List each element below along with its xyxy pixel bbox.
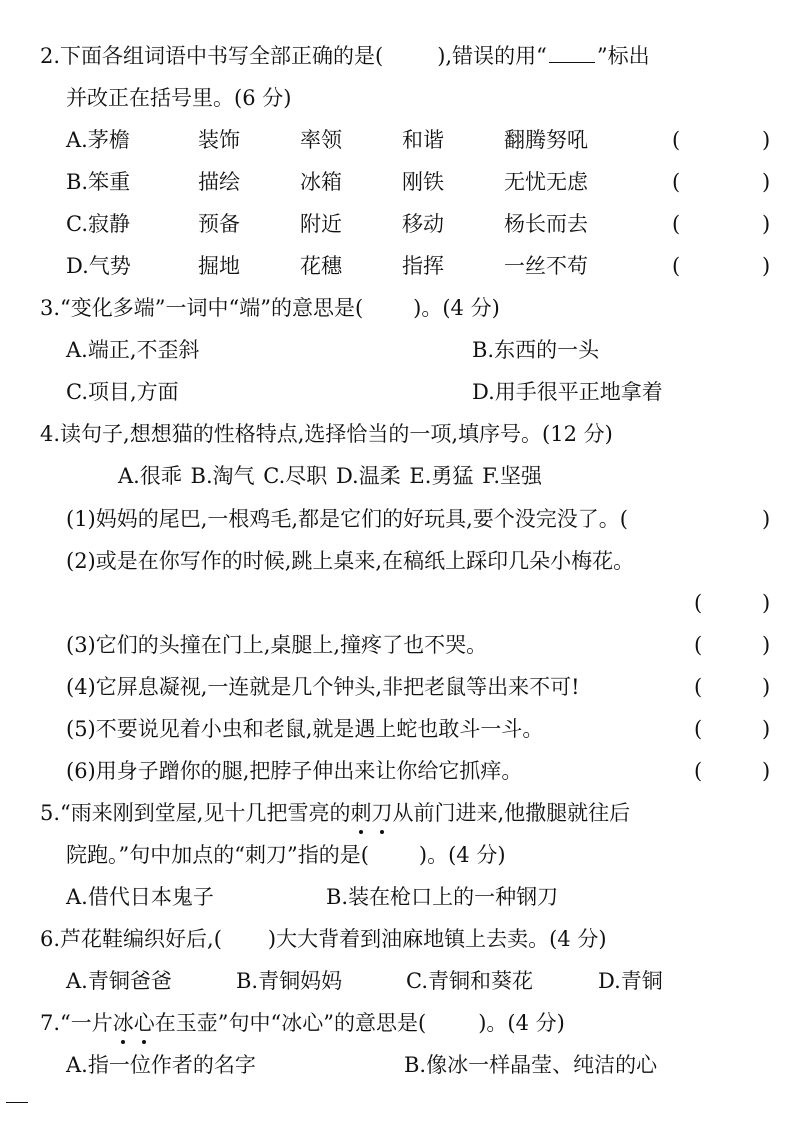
q4-item-4: (4)它屏息凝视,一连就是几个钟头,非把老鼠等出来不可! bbox=[66, 675, 580, 699]
q4-item-5-paren-open[interactable]: ( bbox=[694, 717, 703, 741]
q2-row-d-word2: 掘地 bbox=[198, 254, 240, 278]
q6-stem-part1: 6.芦花鞋编织好后,( bbox=[40, 927, 222, 951]
q2-row-a-word3: 率领 bbox=[300, 128, 342, 152]
q7-option-b: B.像冰一样晶莹、纯洁的心 bbox=[404, 1053, 658, 1077]
q2-row-a-word2: 装饰 bbox=[198, 128, 240, 152]
q2-stem bbox=[40, 42, 650, 70]
q2-row-a-word4: 和谐 bbox=[402, 128, 444, 152]
q2-stem-line2: 并改正在括号里。(6 分) bbox=[66, 86, 292, 110]
q2-stem-part2: ),错误的用“ bbox=[437, 44, 547, 68]
q2-row-a-word1: A.茅檐 bbox=[66, 128, 130, 152]
q2-row-c-word3: 附近 bbox=[300, 212, 342, 236]
q6-option-a: A.青铜爸爸 bbox=[66, 969, 172, 993]
q4-item-4-paren-open[interactable]: ( bbox=[694, 675, 703, 699]
q4-item-6-paren-open[interactable]: ( bbox=[694, 759, 703, 783]
q4-item-4-paren-close: ) bbox=[762, 675, 771, 699]
q2-row-c-word5: 杨长而去 bbox=[504, 212, 588, 236]
q2-row-b-word3: 冰箱 bbox=[300, 170, 342, 194]
q6-stem bbox=[40, 925, 607, 953]
q2-row-d-word5: 一丝不苟 bbox=[504, 254, 588, 278]
q5-dotted-char-1: 刺 bbox=[350, 801, 372, 825]
q2-stem-part3: ”标出 bbox=[596, 44, 650, 68]
q2-row-b-paren-open[interactable]: ( bbox=[672, 170, 681, 194]
page-corner-mark bbox=[6, 1102, 28, 1103]
q7-dotted-char-1: 冰 bbox=[112, 1011, 134, 1035]
q4-item-5-paren-close: ) bbox=[762, 717, 771, 741]
q6-stem-part2: )大大背着到油麻地镇上去卖。(4 分) bbox=[267, 927, 607, 951]
q7-option-a: A.指一位作者的名字 bbox=[66, 1053, 256, 1077]
q4-item-2-paren-open[interactable]: ( bbox=[694, 591, 703, 615]
q2-row-c-paren-close: ) bbox=[762, 212, 771, 236]
q3-option-d: D.用手很平正地拿着 bbox=[472, 380, 663, 404]
q4-item-3: (3)它们的头撞在门上,桌腿上,撞疼了也不哭。 bbox=[66, 633, 488, 657]
q4-item-6-paren-close: ) bbox=[762, 759, 771, 783]
q2-stem-part1: 2.下面各组词语中书写全部正确的是( bbox=[40, 44, 384, 68]
q5-option-a: A.借代日本鬼子 bbox=[66, 885, 214, 909]
q4-choice-list: A.很乖 B.淘气 C.尽职 D.温柔 E.勇猛 F.坚强 bbox=[118, 464, 543, 488]
q7-stem bbox=[40, 1009, 565, 1037]
q3-stem-part2: )。(4 分) bbox=[413, 296, 500, 320]
q2-underline-sample bbox=[549, 44, 595, 63]
q4-item-2-paren-close: ) bbox=[762, 591, 771, 615]
q2-row-c-word2: 预备 bbox=[198, 212, 240, 236]
q2-row-d-paren-open[interactable]: ( bbox=[672, 254, 681, 278]
q3-stem-part1: 3.“变化多端”一词中“端”的意思是( bbox=[40, 296, 364, 320]
q3-option-c: C.项目,方面 bbox=[66, 380, 179, 404]
q3-stem bbox=[40, 294, 500, 322]
q6-option-c: C.青铜和葵花 bbox=[406, 969, 533, 993]
q7-stem-part1: 7.“一片 bbox=[40, 1011, 113, 1035]
q7-stem-part3: )。(4 分) bbox=[478, 1011, 565, 1035]
q4-item-6: (6)用身子蹭你的腿,把脖子伸出来让你给它抓痒。 bbox=[66, 759, 523, 783]
q5-stem-line2 bbox=[66, 841, 506, 869]
q6-option-b: B.青铜妈妈 bbox=[236, 969, 343, 993]
q4-item-2: (2)或是在你写作的时候,跳上桌来,在稿纸上踩印几朵小梅花。 bbox=[66, 549, 635, 573]
q3-option-a: A.端正,不歪斜 bbox=[66, 338, 200, 362]
q2-row-b-word1: B.笨重 bbox=[66, 170, 131, 194]
q7-dotted-char-2: 心 bbox=[133, 1011, 155, 1035]
q2-row-c-word1: C.寂静 bbox=[66, 212, 130, 236]
q6-option-d: D.青铜 bbox=[598, 969, 663, 993]
q4-stem: 4.读句子,想想猫的性格特点,选择恰当的一项,填序号。(12 分) bbox=[40, 422, 613, 446]
q2-row-b-word2: 描绘 bbox=[198, 170, 240, 194]
q4-item-3-paren-open[interactable]: ( bbox=[694, 633, 703, 657]
q5-stem-part2: 从前门进来,他撒腿就往后 bbox=[392, 801, 631, 825]
q2-row-d-word3: 花穗 bbox=[300, 254, 342, 278]
q4-item-5: (5)不要说见着小虫和老鼠,就是遇上蛇也敢斗一斗。 bbox=[66, 717, 544, 741]
q2-row-b-word5: 无忧无虑 bbox=[504, 170, 588, 194]
q2-row-a-paren-open[interactable]: ( bbox=[672, 128, 681, 152]
q2-row-d-word4: 指挥 bbox=[402, 254, 444, 278]
q3-option-b: B.东西的一头 bbox=[472, 338, 600, 362]
q2-row-b-paren-close: ) bbox=[762, 170, 771, 194]
q2-row-a-paren-close: ) bbox=[762, 128, 771, 152]
q2-row-c-word4: 移动 bbox=[402, 212, 444, 236]
q7-stem-part2: 在玉壶”句中“冰心”的意思是( bbox=[154, 1011, 427, 1035]
q4-item-3-paren-close: ) bbox=[762, 633, 771, 657]
q5-stem-part3: 院跑。”句中加点的“刺刀”指的是( bbox=[66, 843, 369, 867]
q2-row-b-word4: 刚铁 bbox=[402, 170, 444, 194]
q4-item-1: (1)妈妈的尾巴,一根鸡毛,都是它们的好玩具,要个没完没了。( bbox=[66, 507, 628, 531]
q2-row-a-word5: 翻腾努吼 bbox=[504, 128, 588, 152]
q5-dotted-char-2: 刀 bbox=[371, 801, 393, 825]
q5-stem-part1: 5.“雨来刚到堂屋,见十几把雪亮的 bbox=[40, 801, 351, 825]
q2-row-d-word1: D.气势 bbox=[66, 254, 131, 278]
q2-row-c-paren-open[interactable]: ( bbox=[672, 212, 681, 236]
q4-item-1-paren-close: ) bbox=[762, 507, 771, 531]
q5-option-b: B.装在枪口上的一种钢刀 bbox=[326, 885, 559, 909]
q5-stem bbox=[40, 799, 630, 827]
q5-stem-part4: )。(4 分) bbox=[418, 843, 506, 867]
q2-row-d-paren-close: ) bbox=[762, 254, 771, 278]
